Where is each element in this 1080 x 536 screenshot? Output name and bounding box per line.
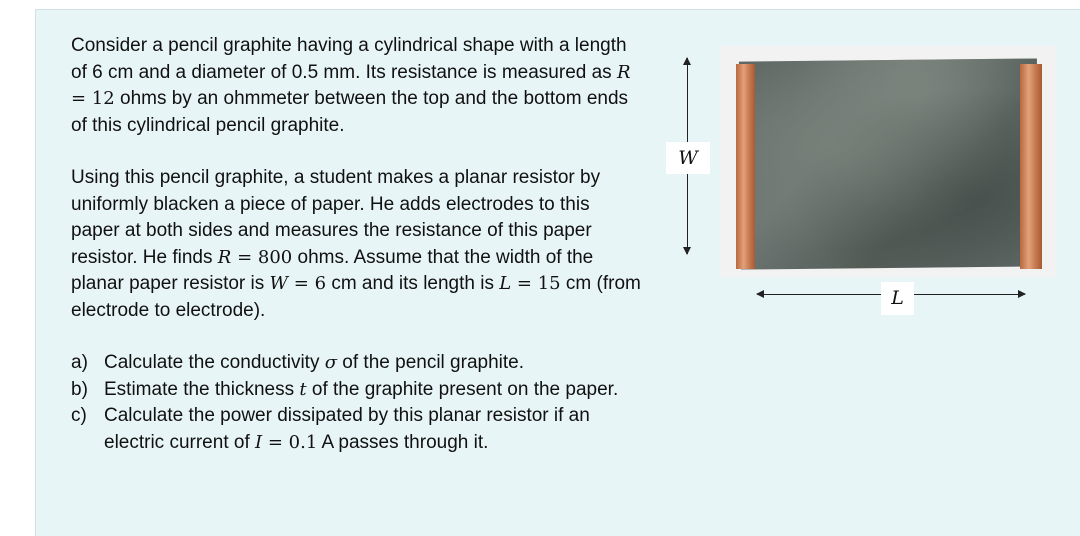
question-b <box>71 377 641 404</box>
width-label: W <box>666 142 710 174</box>
paper-resistor-photo <box>720 46 1056 277</box>
right-copper-electrode <box>1020 64 1042 269</box>
paragraph-pencil-graphite: Consider a pencil graphite having a cylindrical shape with a length of 6 cm and a diameter of 0.5 mm. Its resistance is measured as R = 12 ohms by an ohmmeter between the top and the bottom ends of this cylindrical pencil graphite. <box>71 35 631 136</box>
question-text: Estimate the thickness t of the graphite present on the paper. <box>104 378 619 400</box>
paragraph-planar-resistor: Using this pencil graphite, a student makes a planar resistor by uniformly blacken a piece of paper. He adds electrodes to this paper at both sides and measures the resistance of this paper resistor. He finds R = 800 ohms. Assume that the width of the planar paper resistor is W = 6 cm and its length is L = 15 cm (from electrode to electrode). <box>71 167 641 321</box>
question-a <box>71 350 641 377</box>
question-label: a) <box>71 352 88 373</box>
top-strip <box>36 0 1080 9</box>
math-width: W = 6 <box>269 273 327 294</box>
math-length: L = 15 <box>499 273 561 294</box>
question-text: Calculate the conductivity σ of the pencil graphite. <box>104 352 524 373</box>
left-copper-electrode <box>736 64 755 269</box>
question-list <box>71 350 641 456</box>
length-label: L <box>881 282 914 315</box>
math-resistance-paper: R = 800 <box>217 246 293 268</box>
question-label: b) <box>71 378 88 400</box>
graphite-coated-paper <box>739 58 1039 269</box>
problem-text <box>71 33 641 456</box>
math-resistance-graphite: R = 12 <box>71 61 631 109</box>
question-label: c) <box>71 405 87 426</box>
question-c <box>71 403 641 456</box>
question-text: Calculate the power dissipated by this planar resistor if an electric current of I = 0.1 A passes through it. <box>104 405 590 453</box>
